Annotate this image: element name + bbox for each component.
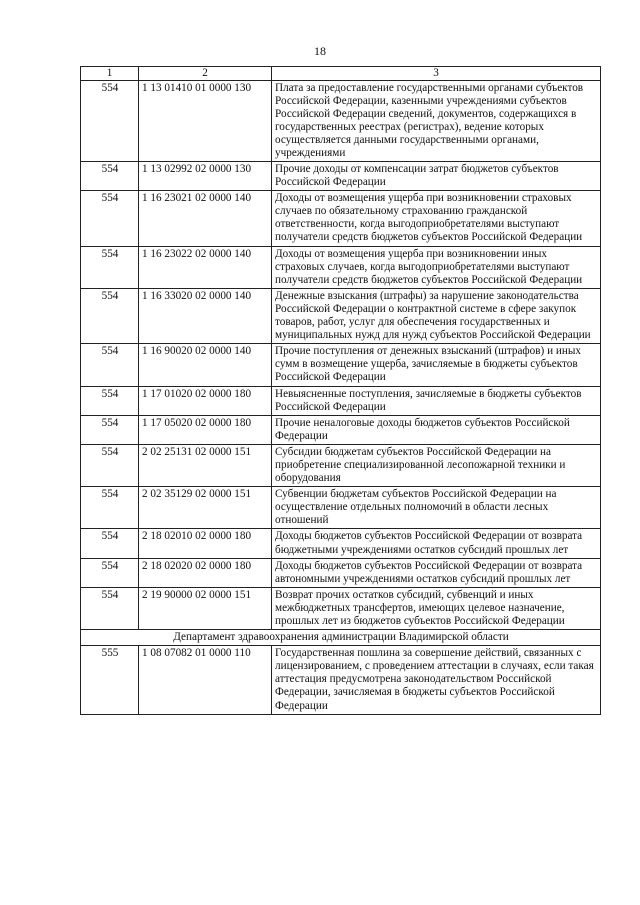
admin-code-cell: 554	[81, 529, 139, 558]
admin-code-cell: 555	[81, 646, 139, 714]
section-title: Департамент здравоохранения администрации Владимирской области	[81, 630, 601, 646]
table-row	[81, 415, 601, 444]
revenue-code-cell: 2 18 02020 02 0000 180	[139, 558, 272, 587]
table-row	[81, 246, 601, 288]
description-cell: Денежные взыскания (штрафы) за нарушение законодательства Российской Федерации о контрактной системе в сфере закупок товаров, работ, услуг для обеспечения государственных и муниципальных нужд для нужд субъектов Российской Федерации	[272, 288, 601, 343]
description-cell: Прочие доходы от компенсации затрат бюджетов субъектов Российской Федерации	[272, 162, 601, 191]
page-number: 18	[314, 44, 326, 58]
section-header-row	[81, 630, 601, 646]
admin-code-cell: 554	[81, 415, 139, 444]
admin-code-cell: 554	[81, 587, 139, 629]
table-row	[81, 558, 601, 587]
admin-code-cell: 554	[81, 191, 139, 246]
column-header-3: 3	[272, 67, 601, 81]
admin-code-cell: 554	[81, 246, 139, 288]
table-row	[81, 288, 601, 343]
table-row	[81, 444, 601, 486]
description-cell: Субсидии бюджетам субъектов Российской Федерации на приобретение специализированной лесопожарной техники и оборудования	[272, 444, 601, 486]
table-row	[81, 162, 601, 191]
admin-code-cell: 554	[81, 288, 139, 343]
admin-code-cell: 554	[81, 487, 139, 529]
admin-code-cell: 554	[81, 344, 139, 386]
column-header-1: 1	[81, 67, 139, 81]
revenue-code-cell: 1 13 02992 02 0000 130	[139, 162, 272, 191]
table-row	[81, 191, 601, 246]
description-cell: Субвенции бюджетам субъектов Российской Федерации на осуществление отдельных полномочий в области лесных отношений	[272, 487, 601, 529]
revenue-classification-table	[80, 66, 601, 715]
description-cell: Возврат прочих остатков субсидий, субвенций и иных межбюджетных трансфертов, имеющих целевое назначение, прошлых лет из бюджетов субъектов Российской Федерации	[272, 587, 601, 629]
description-cell: Доходы от возмещения ущерба при возникновении иных страховых случаев, когда выгодоприобретателями выступают получатели средств бюджетов субъектов Российской Федерации	[272, 246, 601, 288]
description-cell: Прочие неналоговые доходы бюджетов субъектов Российской Федерации	[272, 415, 601, 444]
admin-code-cell: 554	[81, 444, 139, 486]
revenue-code-cell: 1 16 23021 02 0000 140	[139, 191, 272, 246]
table-row	[81, 344, 601, 386]
revenue-code-cell: 1 17 05020 02 0000 180	[139, 415, 272, 444]
revenue-code-cell: 1 17 01020 02 0000 180	[139, 386, 272, 415]
description-cell: Прочие поступления от денежных взысканий (штрафов) и иных сумм в возмещение ущерба, зачисляемые в бюджеты субъектов Российской Федерации	[272, 344, 601, 386]
table-row	[81, 587, 601, 629]
description-cell: Доходы бюджетов субъектов Российской Федерации от возврата автономными учреждениями остатков субсидий прошлых лет	[272, 558, 601, 587]
admin-code-cell: 554	[81, 386, 139, 415]
revenue-code-cell: 1 16 23022 02 0000 140	[139, 246, 272, 288]
revenue-code-cell: 2 18 02010 02 0000 180	[139, 529, 272, 558]
table-row	[81, 529, 601, 558]
description-cell: Невыясненные поступления, зачисляемые в бюджеты субъектов Российской Федерации	[272, 386, 601, 415]
table-row	[81, 646, 601, 714]
table-header-row	[81, 67, 601, 81]
revenue-code-cell: 2 02 25131 02 0000 151	[139, 444, 272, 486]
description-cell	[272, 81, 601, 162]
revenue-code-cell: 1 08 07082 01 0000 110	[139, 646, 272, 714]
admin-code-cell: 554	[81, 558, 139, 587]
revenue-code-cell: 1 13 01410 01 0000 130	[139, 81, 272, 162]
revenue-code-cell: 1 16 90020 02 0000 140	[139, 344, 272, 386]
revenue-code-cell: 2 02 35129 02 0000 151	[139, 487, 272, 529]
revenue-code-cell: 1 16 33020 02 0000 140	[139, 288, 272, 343]
table-row	[81, 487, 601, 529]
description-cell: Доходы бюджетов субъектов Российской Федерации от возврата бюджетными учреждениями остатков субсидий прошлых лет	[272, 529, 601, 558]
revenue-code-cell: 2 19 90000 02 0000 151	[139, 587, 272, 629]
table-row	[81, 386, 601, 415]
admin-code-cell: 554	[81, 81, 139, 162]
description-cell: Доходы от возмещения ущерба при возникновении страховых случаев по обязательному страхованию гражданской ответственности, когда выгодоприобретателями выступают получатели средств бюджетов субъектов Российской Федерации	[272, 191, 601, 246]
table-row	[81, 81, 601, 162]
description-text: Плата за предоставление государственными органами субъектов Российской Федерации, казенными учреждениями субъектов Российской Федерации сведений, документов, содержащихся в государственных реестрах (регистрах), ведение которых осуществляется данными государственными органами, учреждениями	[275, 82, 584, 160]
column-header-2: 2	[139, 67, 272, 81]
admin-code-cell: 554	[81, 162, 139, 191]
description-cell: Государственная пошлина за совершение действий, связанных с лицензированием, с проведением аттестации в случаях, если такая аттестация предусмотрена законодательством Российской Федерации, зачисляемая в бюджеты субъектов Российской Федерации	[272, 646, 601, 714]
